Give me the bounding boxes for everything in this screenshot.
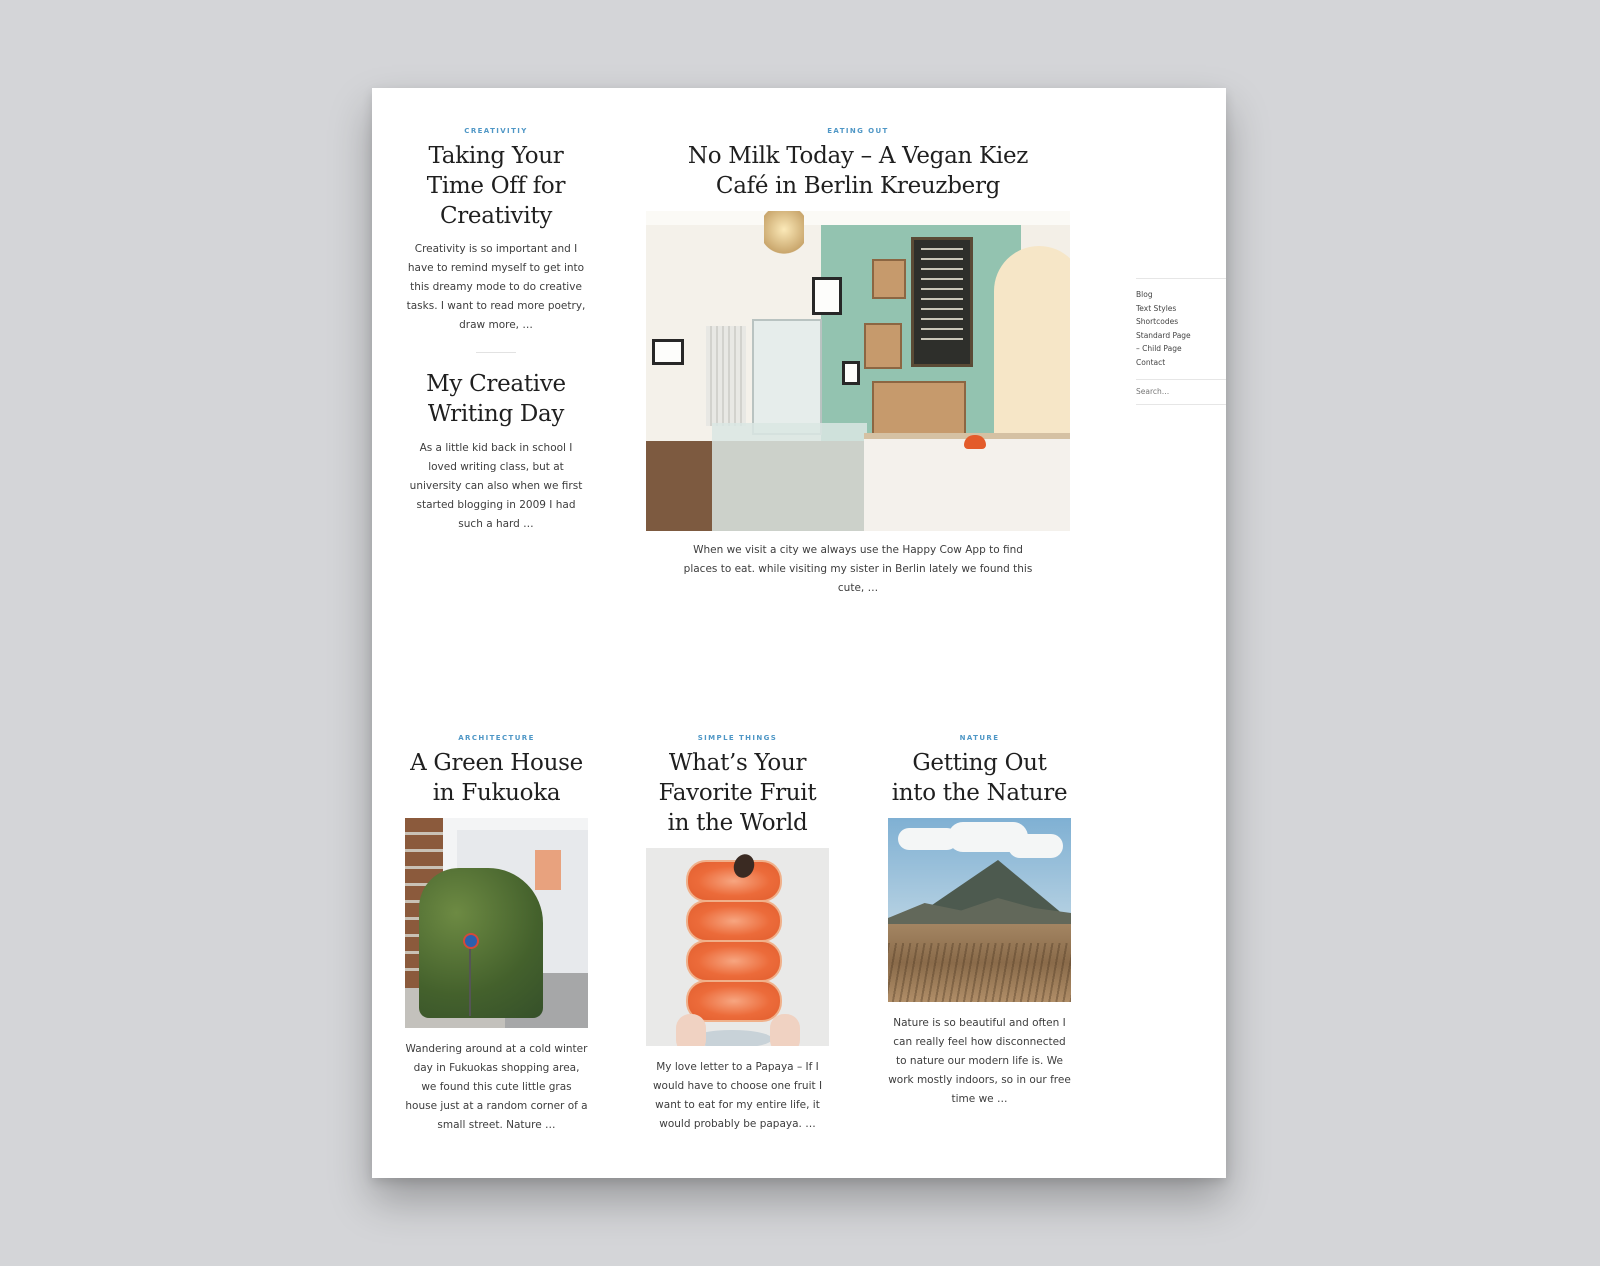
category-link[interactable]: NATURE [959, 734, 1000, 742]
sidebar [1136, 278, 1226, 405]
post-image[interactable] [646, 211, 1070, 531]
post-excerpt: Creativity is so important and I have to remind myself to get into this dreamy mode to do creative tasks. I want to read more poetry, draw more, … [406, 243, 586, 331]
category-link[interactable]: CREATIVITIY [464, 127, 528, 135]
post-title[interactable]: No Milk Today – A Vegan Kiez Café in Berlin Kreuzberg [687, 143, 1029, 199]
category-link[interactable]: EATING OUT [827, 127, 889, 135]
post-image[interactable] [405, 818, 588, 1028]
nav-item-shortcodes[interactable]: Shortcodes [1136, 317, 1179, 327]
post-excerpt: Nature is so beautiful and often I can really feel how disconnected to nature our modern life is. We work mostly indoors, so in our free time we … [888, 1017, 1071, 1105]
post-fruit [646, 733, 829, 1134]
nav-item-child-page[interactable]: – Child Page [1136, 344, 1182, 354]
nav-item-blog[interactable]: Blog [1136, 290, 1153, 299]
post-house [405, 733, 588, 1135]
post-excerpt: As a little kid back in school I loved writing class, but at university can also when we first started blogging in 2009 I had such a hard … [409, 442, 583, 530]
divider [1136, 404, 1226, 405]
post-image[interactable] [888, 818, 1071, 1002]
post-title[interactable]: A Green House in Fukuoka [410, 750, 583, 806]
category-link[interactable]: SIMPLE THINGS [697, 734, 778, 742]
post-nature [888, 733, 1071, 1109]
post-image[interactable] [646, 848, 829, 1046]
post-excerpt: My love letter to a Papaya – If I would have to choose one fruit I want to eat for my entire life, it would probably be papaya. … [652, 1061, 823, 1130]
post-excerpt: When we visit a city we always use the Happy Cow App to find places to eat. while visiting my sister in Berlin lately we found this cute, … [683, 544, 1033, 594]
sidebar-nav [1136, 279, 1226, 379]
post-excerpt: Wandering around at a cold winter day in Fukuokas shopping area, we found this cute little gras house just at a random corner of a small street. Nature … [405, 1043, 588, 1131]
post-creativity [405, 126, 587, 534]
nav-item-contact[interactable]: Contact [1136, 357, 1166, 367]
nav-item-text-styles[interactable]: Text Styles [1136, 303, 1177, 313]
nav-item-standard-page[interactable]: Standard Page [1136, 330, 1191, 340]
post-title[interactable]: My Creative Writing Day [426, 371, 566, 427]
search-input[interactable] [1136, 380, 1226, 404]
page [372, 88, 1226, 1178]
category-link[interactable]: ARCHITECTURE [458, 734, 535, 742]
post-title[interactable]: Getting Out into the Nature [891, 750, 1068, 806]
post-separator [476, 352, 516, 353]
post-title[interactable]: What’s Your Favorite Fruit in the World [658, 750, 817, 836]
post-cafe [646, 126, 1070, 598]
post-title[interactable]: Taking Your Time Off for Creativity [426, 143, 566, 229]
